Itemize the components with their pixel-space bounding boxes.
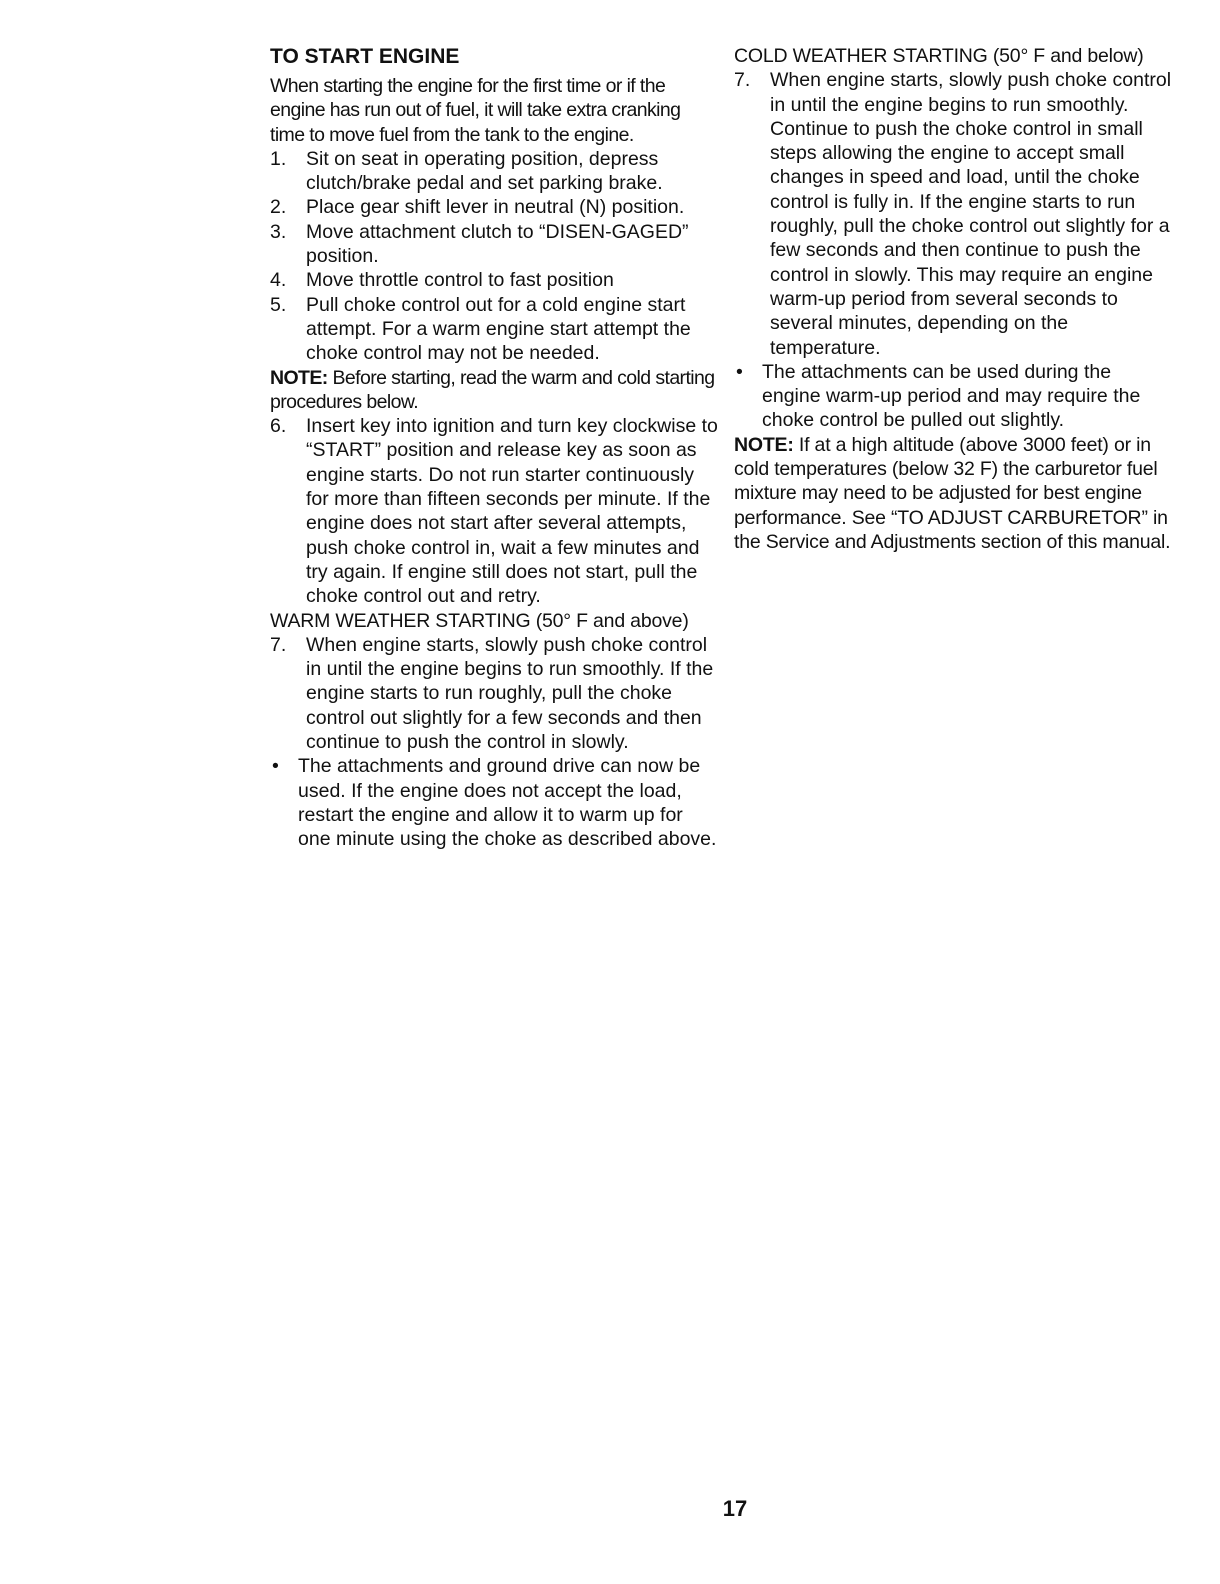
step-2 [270, 195, 718, 219]
warm-weather-heading: WARM WEATHER STARTING (50° F and above) [270, 609, 689, 632]
step-text: When engine starts, slowly push choke control in until the engine begins to run smoothly. Continue to push the choke control in small steps allowing the engine to accept small changes in speed and load, until the choke control is fully in. If the engine starts to run roughly, pull the choke control out slightly for a few seconds and then continue to push the control in slowly. This may require an engine warm-up period from several seconds to several minutes, depending on the temperature. [770, 69, 1172, 359]
step-4 [270, 268, 718, 292]
note-text: If at a high altitude (above 3000 feet) or in cold temperatures (below 32 F) the carburetor fuel mixture may need to be adjusted for best engine performance. See “TO ADJUST CARBURETOR” in the Service and Adjustments section of this manual. [734, 433, 1171, 553]
step-3 [270, 220, 718, 269]
step-number: 1. [270, 147, 287, 170]
note-label: NOTE: [270, 366, 328, 389]
step-number: 3. [270, 220, 287, 243]
step-text: Place gear shift lever in neutral (N) position. [306, 196, 685, 219]
step-text: Move attachment clutch to “DISEN-GAGED” position. [306, 220, 689, 268]
step-number: 2. [270, 196, 287, 219]
step-number: 5. [270, 293, 287, 316]
bullet-icon: • [272, 755, 279, 778]
bullet-icon: • [736, 360, 743, 383]
bullet-item [270, 754, 718, 851]
step-number: 7. [270, 633, 287, 656]
bullet-text: The attachments can be used during the engine warm-up period and may require the choke control be pulled out slightly. [762, 360, 1141, 432]
left-column [270, 44, 718, 852]
note-label: NOTE: [734, 433, 794, 456]
note-paragraph [734, 433, 1174, 554]
cold-weather-heading: COLD WEATHER STARTING (50° F and below) [734, 45, 1144, 67]
step-text: Move throttle control to fast position [306, 269, 614, 292]
bullet-text: The attachments and ground drive can now be used. If the engine does not accept the load, restart the engine and allow it to warm up for one minute using the choke as described above. [298, 755, 717, 851]
note-text: Before starting, read the warm and cold starting procedures below. [270, 366, 715, 413]
step-number: 4. [270, 269, 287, 292]
step-5 [270, 293, 718, 366]
step-number: 7. [734, 69, 751, 92]
step-text: Insert key into ignition and turn key clockwise to “START” position and release key as soon as engine starts. Do not run starter continuously for more than fifteen seconds per minute. If the engine does not start after several attempts, push choke control in, wait a few minutes and try again. If engine still does not start, pull the choke control out and retry. [306, 415, 718, 608]
note-paragraph [270, 366, 718, 415]
step-1 [270, 147, 718, 196]
step-text: Sit on seat in operating position, depress clutch/brake pedal and set parking brake. [306, 147, 663, 195]
step-text: When engine starts, slowly push choke control in until the engine begins to run smoothly. If the engine starts to run roughly, pull the choke control out slightly for a few seconds and then continue to push the control in slowly. [306, 633, 714, 754]
bullet-item [734, 360, 1174, 433]
step-text: Pull choke control out for a cold engine start attempt. For a warm engine start attempt the choke control may not be needed. [306, 293, 691, 365]
step-6 [270, 414, 718, 608]
step-7-warm [270, 633, 718, 754]
step-7-cold [734, 68, 1174, 360]
right-column [734, 44, 1174, 554]
intro-paragraph: When starting the engine for the first time or if the engine has run out of fuel, it will take extra cranking time to move fuel from the tank to the engine. [270, 75, 681, 146]
page-number: 17 [722, 1496, 748, 1521]
section-title: TO START ENGINE [270, 45, 460, 68]
step-number: 6. [270, 415, 287, 438]
